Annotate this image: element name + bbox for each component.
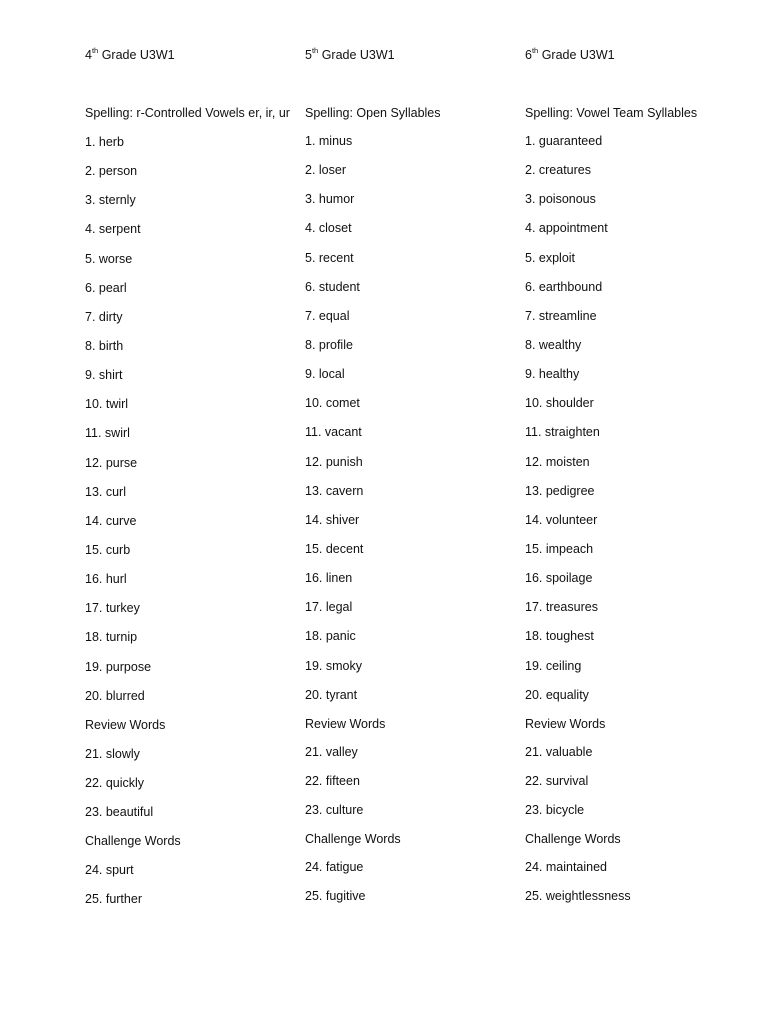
review-words-heading: Review Words (305, 716, 386, 731)
spelling-word: 20. tyrant (305, 687, 358, 702)
spelling-word: 10. shoulder (525, 396, 594, 411)
spelling-word: 16. hurl (85, 572, 127, 587)
review-word: 22. survival (525, 773, 589, 788)
spelling-word: 9. shirt (85, 368, 123, 383)
spelling-word: 1. minus (305, 134, 353, 148)
spelling-word: 6. pearl (85, 280, 127, 295)
spelling-word: 9. healthy (525, 367, 580, 382)
spelling-word: 10. comet (305, 396, 360, 411)
spelling-word: 8. wealthy (525, 337, 582, 352)
review-word-list (85, 745, 300, 821)
grade-number: 4 (85, 48, 92, 62)
challenge-word: 25. further (85, 892, 142, 907)
word-list (85, 133, 300, 705)
review-word: 23. culture (305, 803, 364, 818)
spelling-word: 1. herb (85, 135, 124, 149)
spelling-word: 13. curl (85, 484, 126, 499)
spelling-word: 16. linen (305, 571, 353, 586)
spelling-word: 20. equality (525, 687, 589, 702)
spelling-word: 8. profile (305, 337, 353, 352)
spelling-word: 3. humor (305, 192, 355, 207)
grade-number: 6 (525, 48, 532, 62)
spelling-word: 11. swirl (85, 426, 130, 441)
spelling-word: 18. toughest (525, 629, 594, 644)
spelling-word: 5. exploit (525, 250, 576, 265)
spelling-word: 13. pedigree (525, 483, 595, 498)
spelling-word: 7. streamline (525, 308, 597, 323)
review-word: 22. fifteen (305, 773, 360, 788)
spelling-word: 6. earthbound (525, 279, 603, 294)
spelling-word: 3. poisonous (525, 192, 596, 207)
grade-title (525, 46, 740, 64)
spelling-word: 19. smoky (305, 658, 362, 673)
spelling-word: 13. cavern (305, 483, 364, 498)
spelling-word: 2. person (85, 164, 138, 179)
spelling-word: 17. legal (305, 600, 353, 615)
spelling-word: 17. treasures (525, 600, 598, 615)
challenge-word: 24. fatigue (305, 860, 364, 875)
challenge-words-heading: Challenge Words (525, 832, 621, 847)
spelling-word: 11. straighten (525, 425, 600, 440)
challenge-word: 25. weightlessness (525, 889, 631, 904)
grade-ordinal-suffix: th (91, 45, 99, 55)
spelling-word: 4. appointment (525, 221, 608, 236)
challenge-words-heading: Challenge Words (305, 832, 401, 847)
spelling-word: 18. panic (305, 629, 356, 644)
challenge-word: 24. spurt (85, 863, 134, 878)
grade-title (305, 46, 520, 64)
spelling-word: 6. student (305, 279, 360, 294)
spelling-word: 17. turkey (85, 601, 140, 616)
spelling-word: 15. impeach (525, 541, 594, 556)
grade-6-column (525, 46, 740, 905)
spelling-word: 5. worse (85, 251, 133, 266)
review-words-heading: Review Words (525, 716, 606, 731)
spelling-word: 4. closet (305, 221, 352, 236)
spelling-word: 7. dirty (85, 309, 123, 324)
spelling-word: 15. curb (85, 542, 131, 557)
review-word-list (525, 743, 740, 819)
spelling-word: 3. sternly (85, 193, 136, 208)
grade-title-text: Grade U3W1 (98, 48, 175, 62)
spelling-word: 15. decent (305, 541, 364, 556)
spelling-word: 10. twirl (85, 397, 129, 412)
spelling-word: 18. turnip (85, 630, 138, 645)
word-list (525, 132, 740, 704)
grade-ordinal-suffix: th (311, 45, 319, 55)
spelling-word: 2. loser (305, 163, 346, 178)
spelling-heading: Spelling: Vowel Team Syllables (525, 106, 698, 120)
review-word: 22. quickly (85, 775, 145, 790)
spelling-word: 7. equal (305, 308, 350, 323)
challenge-word-list (85, 861, 300, 908)
spelling-word: 2. creatures (525, 163, 592, 178)
review-words-heading: Review Words (85, 717, 166, 732)
spelling-heading: Spelling: Open Syllables (305, 106, 441, 120)
review-word: 21. slowly (85, 746, 140, 761)
spelling-word: 11. vacant (305, 425, 362, 440)
review-word-list (305, 743, 520, 819)
challenge-words-heading: Challenge Words (85, 834, 181, 849)
spelling-word: 20. blurred (85, 688, 145, 703)
grade-title (85, 46, 300, 64)
grade-5-column (305, 46, 520, 905)
word-list (305, 132, 520, 704)
spelling-word: 12. purse (85, 455, 138, 470)
spelling-word: 14. shiver (305, 512, 360, 527)
spelling-word: 14. volunteer (525, 512, 598, 527)
grade-4-column (85, 46, 300, 908)
spelling-word: 12. moisten (525, 454, 590, 469)
spelling-word: 5. recent (305, 250, 354, 265)
challenge-word: 24. maintained (525, 860, 608, 875)
spelling-word: 16. spoilage (525, 571, 593, 586)
spelling-word: 19. purpose (85, 659, 152, 674)
challenge-word-list (525, 858, 740, 905)
spelling-word: 12. punish (305, 454, 363, 469)
review-word: 23. beautiful (85, 805, 154, 820)
grade-title-text: Grade U3W1 (318, 48, 395, 62)
spelling-word: 19. ceiling (525, 658, 582, 673)
spelling-word: 1. guaranteed (525, 134, 603, 148)
spelling-word: 4. serpent (85, 222, 141, 237)
spelling-word: 14. curve (85, 513, 137, 528)
grade-ordinal-suffix: th (531, 45, 539, 55)
grade-number: 5 (305, 48, 312, 62)
spelling-word: 9. local (305, 367, 345, 382)
challenge-word-list (305, 858, 520, 905)
review-word: 21. valley (305, 744, 358, 759)
spelling-word: 8. birth (85, 338, 124, 353)
challenge-word: 25. fugitive (305, 889, 366, 904)
review-word: 23. bicycle (525, 803, 585, 818)
spelling-heading: Spelling: r-Controlled Vowels er, ir, ur (85, 106, 290, 120)
review-word: 21. valuable (525, 744, 593, 759)
grade-title-text: Grade U3W1 (538, 48, 615, 62)
